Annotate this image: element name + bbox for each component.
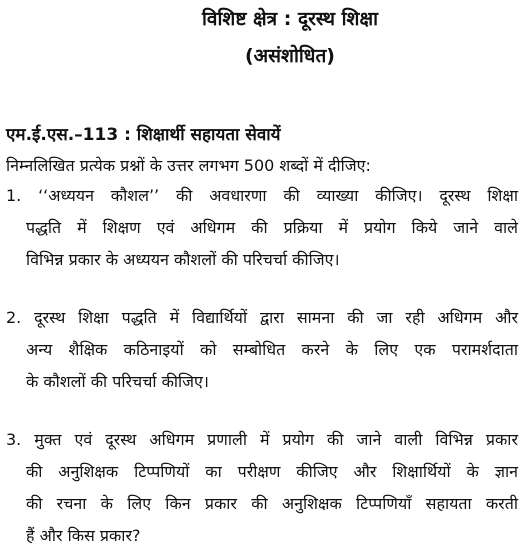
question-2-line-1: 2. दूरस्थ शिक्षा पद्धति में विद्यार्थियों द्वारा सामना की जा रही अधिगम और — [6, 308, 518, 327]
question-2-line-3: के कौशलों की परिचर्चा कीजिए। — [26, 372, 209, 391]
page-title: विशिष्ट क्षेत्र : दूरस्थ शिक्षा — [202, 8, 378, 30]
question-1-line-2: पद्धति में शिक्षण एवं अधिगम की प्रक्रिया में प्रयोग किये जाने वाले — [26, 218, 518, 237]
page-subtitle: (असंशोधित) — [244, 45, 335, 67]
question-1-line-1: 1. ‘‘अध्ययन कौशल’’ की अवधारणा की व्याख्या कीजिए। दूरस्थ शिक्षा — [6, 186, 518, 205]
question-3-line-1: 3. मुक्त एवं दूरस्थ अधिगम प्रणाली में प्रयोग की जाने वाली विभिन्न प्रकार — [6, 430, 518, 449]
question-3-line-2: की अनुशिक्षक टिप्पणियों का परीक्षण कीजिए और शिक्षार्थियों के ज्ञान — [26, 462, 518, 481]
question-3-line-4: हैं और किस प्रकार? — [26, 526, 141, 545]
course-heading: एम.ई.एस.–113 : शिक्षार्थी सहायता सेवायें — [6, 125, 281, 145]
question-3-line-3: की रचना के लिए किन प्रकार की अनुशिक्षक टिप्पणियाँ सहायता करती — [26, 494, 518, 513]
instruction-text: निम्नलिखित प्रत्येक प्रश्नों के उत्तर लगभग 500 शब्दों में दीजिए: — [6, 156, 371, 175]
question-3 — [6, 424, 518, 552]
question-1-line-3: विभिन्न प्रकार के अध्ययन कौशलों की परिचर्चा कीजिए। — [26, 250, 340, 269]
question-2 — [6, 302, 518, 398]
question-2-line-2: अन्य शैक्षिक कठिनाइयों को सम्बोधित करने के लिए एक परामर्शदाता — [26, 340, 518, 359]
question-1 — [6, 180, 518, 276]
